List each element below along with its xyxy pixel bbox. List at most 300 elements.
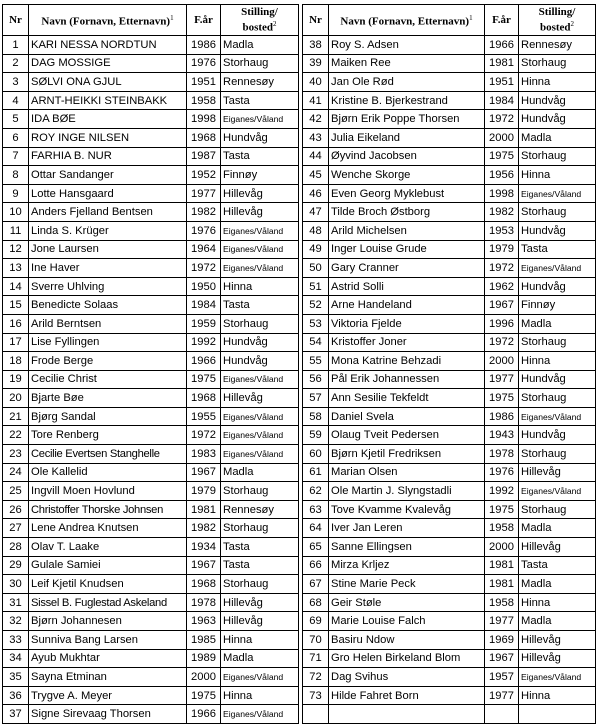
table-row — [303, 519, 596, 538]
table-header-row — [3, 5, 299, 36]
birth-year: 2000 — [485, 352, 519, 371]
birth-year: 2000 — [485, 538, 519, 557]
row-number: 30 — [3, 575, 29, 594]
row-number: 67 — [303, 575, 329, 594]
birth-year: 1957 — [485, 668, 519, 687]
row-number: 71 — [303, 649, 329, 668]
table-row — [303, 445, 596, 464]
candidate-name: Frode Berge — [29, 352, 187, 371]
row-number: 72 — [303, 668, 329, 687]
row-number: 34 — [3, 649, 29, 668]
candidate-name: Ann Sesilie Tekfeldt — [329, 389, 485, 408]
table-row — [3, 91, 299, 110]
birth-year: 1978 — [485, 445, 519, 464]
birth-year: 1992 — [187, 333, 221, 352]
candidate-name: Leif Kjetil Knudsen — [29, 575, 187, 594]
place: Eiganes/Våland — [519, 482, 596, 501]
row-number: 65 — [303, 538, 329, 557]
birth-year: 1984 — [485, 91, 519, 110]
row-number: 16 — [3, 314, 29, 333]
candidate-name: Olaug Tveit Pedersen — [329, 426, 485, 445]
candidate-name: IDA BØE — [29, 110, 187, 129]
table-row — [3, 314, 299, 333]
row-number: 24 — [3, 463, 29, 482]
table-row — [303, 36, 596, 55]
birth-year: 1975 — [187, 686, 221, 705]
place: Hillevåg — [519, 631, 596, 650]
table-row — [303, 593, 596, 612]
birth-year: 1964 — [187, 240, 221, 259]
birth-year: 1981 — [485, 556, 519, 575]
row-number: 66 — [303, 556, 329, 575]
candidate-name: Arild Berntsen — [29, 314, 187, 333]
candidate-name: Sanne Ellingsen — [329, 538, 485, 557]
place: Tasta — [221, 147, 299, 166]
table-row — [303, 147, 596, 166]
candidate-name: Ole Kallelid — [29, 463, 187, 482]
header-year: F.år — [485, 5, 519, 36]
table-row — [3, 463, 299, 482]
table-row — [3, 259, 299, 278]
birth-year: 2000 — [485, 128, 519, 147]
place: Hundvåg — [519, 426, 596, 445]
row-number: 17 — [3, 333, 29, 352]
birth-year: 1969 — [485, 631, 519, 650]
row-number: 43 — [303, 128, 329, 147]
birth-year: 1978 — [187, 593, 221, 612]
place: Storhaug — [221, 314, 299, 333]
table-row — [303, 407, 596, 426]
birth-year: 1972 — [187, 259, 221, 278]
birth-year: 1975 — [485, 147, 519, 166]
place: Finnøy — [221, 166, 299, 185]
table-row — [303, 482, 596, 501]
header-year: F.år — [187, 5, 221, 36]
table-row — [3, 519, 299, 538]
place: Hundvåg — [519, 370, 596, 389]
row-number: 44 — [303, 147, 329, 166]
row-number: 46 — [303, 184, 329, 203]
row-number: 73 — [303, 686, 329, 705]
row-number: 14 — [3, 277, 29, 296]
birth-year: 1977 — [485, 370, 519, 389]
candidate-name: Ottar Sandanger — [29, 166, 187, 185]
candidate-name: KARI NESSA NORDTUN — [29, 36, 187, 55]
table-row — [303, 259, 596, 278]
place: Hundvåg — [519, 221, 596, 240]
birth-year: 1985 — [187, 631, 221, 650]
table-row — [3, 128, 299, 147]
place: Storhaug — [519, 389, 596, 408]
place: Eiganes/Våland — [221, 705, 299, 724]
header-place: Stilling/ bosted$^2$ — [221, 5, 299, 36]
row-number: 39 — [303, 54, 329, 73]
row-number: 6 — [3, 128, 29, 147]
place: Hillevåg — [221, 203, 299, 222]
candidate-name: Dag Svihus — [329, 668, 485, 687]
row-number: 21 — [3, 407, 29, 426]
birth-year: 1953 — [485, 221, 519, 240]
table-row — [303, 631, 596, 650]
birth-year: 1955 — [187, 407, 221, 426]
candidate-name: Cecilie Christ — [29, 370, 187, 389]
birth-year: 1982 — [485, 203, 519, 222]
candidate-name: Roy S. Adsen — [329, 36, 485, 55]
header-name: Navn (Fornavn, Etternavn)$^1$ — [29, 5, 187, 36]
candidate-name: Kristoffer Joner — [329, 333, 485, 352]
candidate-name: Bjørn Erik Poppe Thorsen — [329, 110, 485, 129]
birth-year: 1981 — [187, 500, 221, 519]
row-number: 33 — [3, 631, 29, 650]
place: Storhaug — [221, 482, 299, 501]
table-row — [303, 575, 596, 594]
birth-year — [485, 705, 519, 724]
place: Madla — [221, 463, 299, 482]
place: Storhaug — [519, 54, 596, 73]
place: Tasta — [221, 296, 299, 315]
candidate-name: Ole Martin J. Slyngstadli — [329, 482, 485, 501]
row-number: 18 — [3, 352, 29, 371]
place: Tasta — [221, 538, 299, 557]
table-row — [3, 538, 299, 557]
candidate-name: Sissel B. Fuglestad Askeland — [29, 593, 187, 612]
table-row — [3, 668, 299, 687]
table-row — [3, 73, 299, 92]
candidate-name: Daniel Svela — [329, 407, 485, 426]
candidate-name: SØLVI ONA GJUL — [29, 73, 187, 92]
birth-year: 1943 — [485, 426, 519, 445]
row-number: 60 — [303, 445, 329, 464]
birth-year: 1967 — [485, 649, 519, 668]
place: Hillevåg — [221, 612, 299, 631]
row-number: 52 — [303, 296, 329, 315]
birth-year: 1975 — [187, 370, 221, 389]
candidate-name: Inger Louise Grude — [329, 240, 485, 259]
candidate-name: Geir Støle — [329, 593, 485, 612]
row-number: 45 — [303, 166, 329, 185]
table-row — [303, 500, 596, 519]
candidate-name: Iver Jan Leren — [329, 519, 485, 538]
table-row — [303, 203, 596, 222]
place: Hillevåg — [519, 649, 596, 668]
row-number: 53 — [303, 314, 329, 333]
birth-year: 1963 — [187, 612, 221, 631]
birth-year: 1998 — [485, 184, 519, 203]
candidate-name: Tore Renberg — [29, 426, 187, 445]
row-number: 50 — [303, 259, 329, 278]
birth-year: 1989 — [187, 649, 221, 668]
birth-year: 1976 — [485, 463, 519, 482]
table-row — [3, 426, 299, 445]
table-row — [3, 166, 299, 185]
place: Hinna — [519, 352, 596, 371]
place: Storhaug — [221, 519, 299, 538]
candidate-name: Pål Erik Johannessen — [329, 370, 485, 389]
row-number: 22 — [3, 426, 29, 445]
table-row — [3, 296, 299, 315]
row-number: 29 — [3, 556, 29, 575]
row-number: 58 — [303, 407, 329, 426]
candidate-name — [329, 705, 485, 724]
table-row — [3, 352, 299, 371]
candidate-name: Even Georg Myklebust — [329, 184, 485, 203]
row-number: 47 — [303, 203, 329, 222]
row-number: 7 — [3, 147, 29, 166]
table-row — [3, 389, 299, 408]
candidate-name: Gary Cranner — [329, 259, 485, 278]
place: Rennesøy — [519, 36, 596, 55]
candidate-name: Basiru Ndow — [329, 631, 485, 650]
candidate-name: Tove Kvamme Kvalevåg — [329, 500, 485, 519]
birth-year: 1966 — [485, 36, 519, 55]
row-number: 54 — [303, 333, 329, 352]
birth-year: 1934 — [187, 538, 221, 557]
row-number: 10 — [3, 203, 29, 222]
candidate-name: Julia Eikeland — [329, 128, 485, 147]
candidate-name: Bjørg Sandal — [29, 407, 187, 426]
row-number: 69 — [303, 612, 329, 631]
birth-year: 1977 — [485, 612, 519, 631]
place: Madla — [519, 575, 596, 594]
row-number: 59 — [303, 426, 329, 445]
place: Eiganes/Våland — [221, 259, 299, 278]
row-number: 11 — [3, 221, 29, 240]
place: Hundvåg — [519, 110, 596, 129]
row-number: 40 — [303, 73, 329, 92]
candidate-name: Arne Handeland — [329, 296, 485, 315]
birth-year: 1951 — [485, 73, 519, 92]
candidate-name: Olav T. Laake — [29, 538, 187, 557]
table-row — [3, 221, 299, 240]
row-number: 5 — [3, 110, 29, 129]
birth-year: 1972 — [485, 333, 519, 352]
place: Tasta — [221, 556, 299, 575]
candidate-name: Signe Sirevaag Thorsen — [29, 705, 187, 724]
candidate-table-right — [302, 4, 596, 724]
birth-year: 1976 — [187, 221, 221, 240]
table-row — [3, 147, 299, 166]
birth-year: 1958 — [485, 519, 519, 538]
table-row — [303, 184, 596, 203]
candidate-name: Stine Marie Peck — [329, 575, 485, 594]
row-number: 27 — [3, 519, 29, 538]
place: Eiganes/Våland — [221, 407, 299, 426]
row-number: 28 — [3, 538, 29, 557]
table-header-row — [303, 5, 596, 36]
row-number: 37 — [3, 705, 29, 724]
header-name: Navn (Fornavn, Etternavn)$^1$ — [329, 5, 485, 36]
candidate-table-left — [2, 4, 299, 724]
candidate-name: Kristine B. Bjerkestrand — [329, 91, 485, 110]
row-number: 32 — [3, 612, 29, 631]
row-number: 26 — [3, 500, 29, 519]
birth-year: 1992 — [485, 482, 519, 501]
candidate-name: ROY INGE NILSEN — [29, 128, 187, 147]
place: Eiganes/Våland — [221, 426, 299, 445]
row-number: 19 — [3, 370, 29, 389]
candidate-name: Øyvind Jacobsen — [329, 147, 485, 166]
row-number: 68 — [303, 593, 329, 612]
birth-year: 1986 — [187, 36, 221, 55]
place: Storhaug — [519, 333, 596, 352]
candidate-name: Mona Katrine Behzadi — [329, 352, 485, 371]
place: Hinna — [519, 686, 596, 705]
place: Storhaug — [221, 575, 299, 594]
place: Eiganes/Våland — [221, 221, 299, 240]
birth-year: 1958 — [187, 91, 221, 110]
table-row — [303, 352, 596, 371]
place: Hundvåg — [221, 333, 299, 352]
candidate-name: Linda S. Krüger — [29, 221, 187, 240]
row-number: 12 — [3, 240, 29, 259]
candidate-name: Gulale Samiei — [29, 556, 187, 575]
footnote-1: 1 — [170, 14, 174, 23]
table-row — [3, 445, 299, 464]
table-row — [303, 668, 596, 687]
birth-year: 1982 — [187, 203, 221, 222]
place: Eiganes/Våland — [221, 240, 299, 259]
row-number: 25 — [3, 482, 29, 501]
candidate-name: Lene Andrea Knutsen — [29, 519, 187, 538]
birth-year: 1977 — [485, 686, 519, 705]
row-number: 8 — [3, 166, 29, 185]
candidate-name: Marie Louise Falch — [329, 612, 485, 631]
birth-year: 1981 — [485, 54, 519, 73]
birth-year: 1966 — [187, 352, 221, 371]
birth-year: 1977 — [187, 184, 221, 203]
place: Eiganes/Våland — [519, 259, 596, 278]
birth-year: 1998 — [187, 110, 221, 129]
row-number: 35 — [3, 668, 29, 687]
row-number: 48 — [303, 221, 329, 240]
place: Hillevåg — [221, 593, 299, 612]
candidate-name: Jone Laursen — [29, 240, 187, 259]
row-number: 49 — [303, 240, 329, 259]
candidate-name: Arild Michelsen — [329, 221, 485, 240]
place: Hundvåg — [221, 128, 299, 147]
birth-year: 1986 — [485, 407, 519, 426]
candidate-name: FARHIA B. NUR — [29, 147, 187, 166]
table-row — [3, 54, 299, 73]
row-number: 41 — [303, 91, 329, 110]
row-number: 2 — [3, 54, 29, 73]
place: Eiganes/Våland — [221, 445, 299, 464]
place: Madla — [519, 314, 596, 333]
candidate-name: Ayub Mukhtar — [29, 649, 187, 668]
row-number: 38 — [303, 36, 329, 55]
table-row — [303, 277, 596, 296]
birth-year: 1972 — [187, 426, 221, 445]
place: Eiganes/Våland — [221, 110, 299, 129]
row-number: 4 — [3, 91, 29, 110]
table-row — [3, 184, 299, 203]
birth-year: 1966 — [187, 705, 221, 724]
table-row — [303, 73, 596, 92]
birth-year: 1956 — [485, 166, 519, 185]
row-number: 56 — [303, 370, 329, 389]
birth-year: 1951 — [187, 73, 221, 92]
table-row — [3, 500, 299, 519]
table-row — [303, 91, 596, 110]
birth-year: 1979 — [187, 482, 221, 501]
table-row — [3, 593, 299, 612]
table-row — [3, 686, 299, 705]
place: Hundvåg — [221, 352, 299, 371]
birth-year: 1983 — [187, 445, 221, 464]
table-row — [3, 277, 299, 296]
place: Hillevåg — [519, 463, 596, 482]
place: Madla — [221, 649, 299, 668]
birth-year: 1979 — [485, 240, 519, 259]
table-row — [303, 166, 596, 185]
row-number: 20 — [3, 389, 29, 408]
table-row — [3, 203, 299, 222]
birth-year: 1967 — [187, 463, 221, 482]
row-number: 36 — [3, 686, 29, 705]
place: Hinna — [221, 277, 299, 296]
candidate-name: Ine Haver — [29, 259, 187, 278]
place: Hundvåg — [519, 91, 596, 110]
birth-year: 1996 — [485, 314, 519, 333]
table-row — [303, 110, 596, 129]
birth-year: 1982 — [187, 519, 221, 538]
row-number: 64 — [303, 519, 329, 538]
birth-year: 1967 — [485, 296, 519, 315]
table-row — [3, 612, 299, 631]
candidate-name: Mirza Krljez — [329, 556, 485, 575]
place: Tasta — [519, 240, 596, 259]
place: Eiganes/Våland — [519, 407, 596, 426]
row-number: 61 — [303, 463, 329, 482]
table-row — [303, 426, 596, 445]
row-number: 3 — [3, 73, 29, 92]
place: Hillevåg — [519, 538, 596, 557]
table-row — [303, 333, 596, 352]
header-place: Stilling/ bosted$^2$ — [519, 5, 596, 36]
candidate-name: Bjørn Kjetil Fredriksen — [329, 445, 485, 464]
place: Eiganes/Våland — [519, 668, 596, 687]
candidate-name: Bjarte Bøe — [29, 389, 187, 408]
birth-year: 1950 — [187, 277, 221, 296]
table-row — [303, 370, 596, 389]
row-number: 51 — [303, 277, 329, 296]
candidate-name: Astrid Solli — [329, 277, 485, 296]
footnote-2: 2 — [570, 20, 575, 29]
table-row — [3, 36, 299, 55]
table-row — [303, 389, 596, 408]
candidate-name: Lise Fyllingen — [29, 333, 187, 352]
row-number: 23 — [3, 445, 29, 464]
table-row — [303, 612, 596, 631]
candidate-name: Bjørn Johannesen — [29, 612, 187, 631]
header-nr: Nr — [303, 5, 329, 36]
birth-year: 2000 — [187, 668, 221, 687]
place: Hillevåg — [221, 389, 299, 408]
place: Hundvåg — [519, 277, 596, 296]
birth-year: 1987 — [187, 147, 221, 166]
birth-year: 1976 — [187, 54, 221, 73]
row-number: 13 — [3, 259, 29, 278]
row-number: 63 — [303, 500, 329, 519]
candidate-name: Viktoria Fjelde — [329, 314, 485, 333]
place — [519, 705, 596, 724]
birth-year: 1952 — [187, 166, 221, 185]
place: Tasta — [519, 556, 596, 575]
candidate-name: Wenche Skorge — [329, 166, 485, 185]
table-row — [303, 686, 596, 705]
candidate-name: Tilde Broch Østborg — [329, 203, 485, 222]
candidate-name: Hilde Fahret Born — [329, 686, 485, 705]
